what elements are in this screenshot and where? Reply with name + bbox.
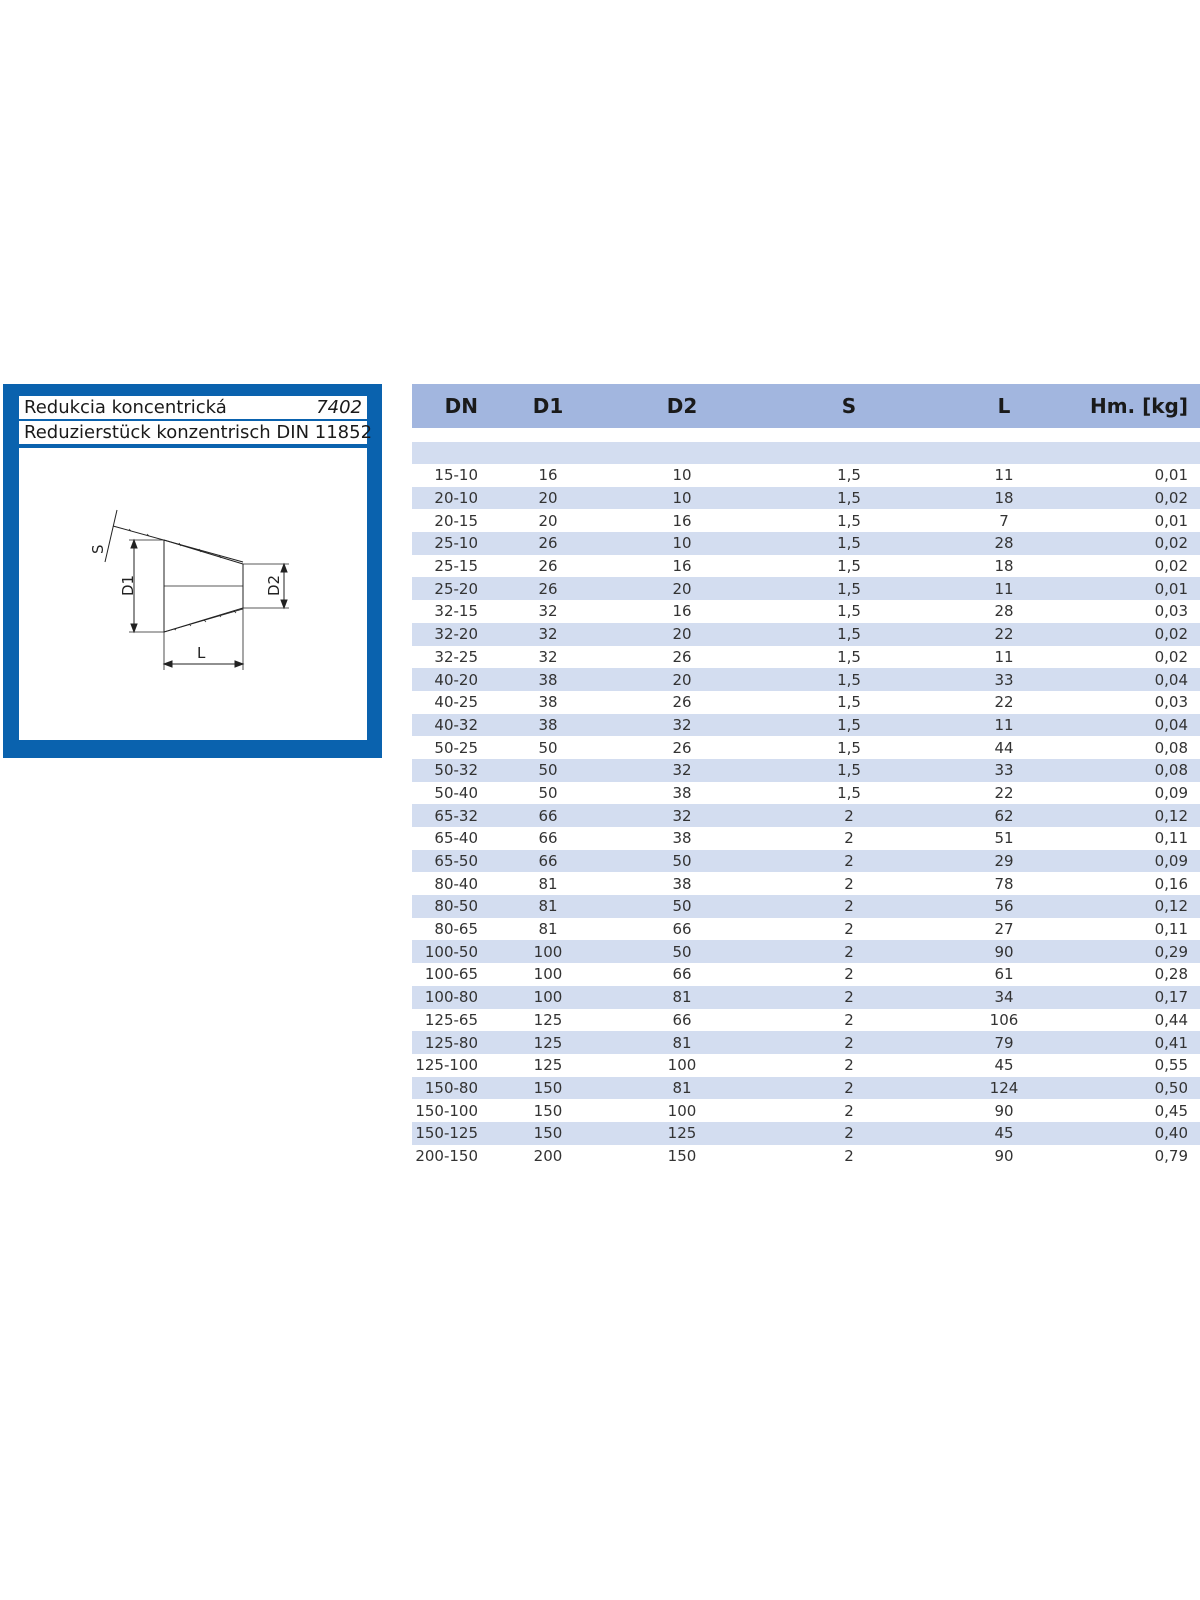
table-row xyxy=(412,1077,1200,1100)
cell-weight: 0,29 xyxy=(1064,940,1200,963)
cell-weight: 0,79 xyxy=(1064,1145,1200,1168)
cell-dn: 40-25 xyxy=(412,691,486,714)
table-row xyxy=(412,714,1200,737)
cell-d2: 32 xyxy=(610,804,754,827)
table-row xyxy=(412,918,1200,941)
cell-d2: 26 xyxy=(610,646,754,669)
cell-d2: 26 xyxy=(610,736,754,759)
header-s: S xyxy=(754,384,944,428)
cell-d2: 26 xyxy=(610,691,754,714)
table-row xyxy=(412,1145,1200,1168)
cell-s: 2 xyxy=(754,1145,944,1168)
cell-s: 2 xyxy=(754,1031,944,1054)
cell-dn: 32-20 xyxy=(412,623,486,646)
cell-weight: 0,50 xyxy=(1064,1077,1200,1100)
cell-s: 1,5 xyxy=(754,646,944,669)
cell-s: 2 xyxy=(754,1077,944,1100)
product-code: 7402 xyxy=(316,397,362,418)
dimension-table xyxy=(412,384,1200,1167)
cell-dn: 65-32 xyxy=(412,804,486,827)
cell-d2: 10 xyxy=(610,532,754,555)
cell-dn: 25-10 xyxy=(412,532,486,555)
cell-d1: 38 xyxy=(486,691,610,714)
cell-l: 29 xyxy=(944,850,1064,873)
header-dn: DN xyxy=(412,384,486,428)
table-row xyxy=(412,668,1200,691)
table-header-row xyxy=(412,384,1200,428)
cell-s: 1,5 xyxy=(754,759,944,782)
cell-d2: 50 xyxy=(610,940,754,963)
product-name-de: Reduzierstück konzentrisch DIN 11852 xyxy=(24,422,373,443)
cell-l: 33 xyxy=(944,759,1064,782)
cell-l: 22 xyxy=(944,782,1064,805)
cell-d2: 50 xyxy=(610,850,754,873)
cell-weight: 0,03 xyxy=(1064,600,1200,623)
cell-dn: 125-100 xyxy=(412,1054,486,1077)
cell-weight: 0,01 xyxy=(1064,509,1200,532)
header-d2: D2 xyxy=(610,384,754,428)
header-d1: D1 xyxy=(486,384,610,428)
cell-d1: 150 xyxy=(486,1099,610,1122)
cell-weight: 0,02 xyxy=(1064,532,1200,555)
cell-d2: 125 xyxy=(610,1122,754,1145)
cell-d1: 125 xyxy=(486,1031,610,1054)
cell-d2: 10 xyxy=(610,464,754,487)
cell-dn: 50-40 xyxy=(412,782,486,805)
technical-drawing xyxy=(19,448,367,740)
cell-weight: 0,11 xyxy=(1064,918,1200,941)
cell-weight: 0,08 xyxy=(1064,736,1200,759)
cell-dn: 150-100 xyxy=(412,1099,486,1122)
cell-s: 2 xyxy=(754,940,944,963)
cell-dn: 150-125 xyxy=(412,1122,486,1145)
cell-s: 2 xyxy=(754,850,944,873)
table-row xyxy=(412,646,1200,669)
table-row xyxy=(412,623,1200,646)
cell-d1: 125 xyxy=(486,1009,610,1032)
cell-l: 34 xyxy=(944,986,1064,1009)
cell-d2: 20 xyxy=(610,623,754,646)
cell-l: 44 xyxy=(944,736,1064,759)
cell-dn: 40-20 xyxy=(412,668,486,691)
cell-s: 2 xyxy=(754,872,944,895)
cell-d2: 38 xyxy=(610,782,754,805)
cell-s: 1,5 xyxy=(754,714,944,737)
cell-d1: 20 xyxy=(486,509,610,532)
cell-l: 106 xyxy=(944,1009,1064,1032)
header-weight: Hm. [kg] xyxy=(1064,384,1200,428)
cell-weight: 0,44 xyxy=(1064,1009,1200,1032)
cell-dn: 50-25 xyxy=(412,736,486,759)
header-l: L xyxy=(944,384,1064,428)
cell-weight: 0,02 xyxy=(1064,487,1200,510)
product-title-de xyxy=(19,421,373,444)
cell-d1: 200 xyxy=(486,1145,610,1168)
cell-weight: 0,03 xyxy=(1064,691,1200,714)
cell-weight: 0,28 xyxy=(1064,963,1200,986)
cell-d2: 20 xyxy=(610,577,754,600)
cell-s: 1,5 xyxy=(754,736,944,759)
table-row xyxy=(412,532,1200,555)
cell-weight: 0,11 xyxy=(1064,827,1200,850)
cell-dn: 80-65 xyxy=(412,918,486,941)
cell-dn: 32-25 xyxy=(412,646,486,669)
table-row xyxy=(412,509,1200,532)
table-row xyxy=(412,895,1200,918)
cell-s: 2 xyxy=(754,1054,944,1077)
cell-d1: 150 xyxy=(486,1122,610,1145)
cell-dn: 40-32 xyxy=(412,714,486,737)
cell-dn: 25-20 xyxy=(412,577,486,600)
cell-dn: 50-32 xyxy=(412,759,486,782)
cell-d2: 50 xyxy=(610,895,754,918)
cell-d2: 81 xyxy=(610,986,754,1009)
cell-d2: 16 xyxy=(610,509,754,532)
cell-l: 124 xyxy=(944,1077,1064,1100)
cell-s: 2 xyxy=(754,1122,944,1145)
cell-d1: 66 xyxy=(486,827,610,850)
cell-d1: 81 xyxy=(486,895,610,918)
cell-d2: 81 xyxy=(610,1077,754,1100)
cell-dn: 15-10 xyxy=(412,464,486,487)
cell-d1: 26 xyxy=(486,555,610,578)
cell-l: 11 xyxy=(944,714,1064,737)
cell-weight: 0,02 xyxy=(1064,646,1200,669)
cell-l: 18 xyxy=(944,555,1064,578)
table-row xyxy=(412,577,1200,600)
cell-d2: 20 xyxy=(610,668,754,691)
cell-s: 2 xyxy=(754,804,944,827)
cell-d1: 26 xyxy=(486,532,610,555)
cell-s: 1,5 xyxy=(754,623,944,646)
cell-s: 1,5 xyxy=(754,668,944,691)
cell-d1: 32 xyxy=(486,646,610,669)
cell-l: 22 xyxy=(944,691,1064,714)
cell-l: 56 xyxy=(944,895,1064,918)
cell-weight: 0,12 xyxy=(1064,804,1200,827)
table-band xyxy=(412,442,1200,464)
cell-dn: 125-80 xyxy=(412,1031,486,1054)
cell-dn: 20-10 xyxy=(412,487,486,510)
cell-dn: 20-15 xyxy=(412,509,486,532)
cell-d2: 100 xyxy=(610,1099,754,1122)
cell-d2: 16 xyxy=(610,555,754,578)
cell-d1: 100 xyxy=(486,963,610,986)
table-row xyxy=(412,1031,1200,1054)
table-row xyxy=(412,487,1200,510)
cell-l: 78 xyxy=(944,872,1064,895)
table-row xyxy=(412,464,1200,487)
table-row xyxy=(412,963,1200,986)
cell-weight: 0,04 xyxy=(1064,668,1200,691)
table-row xyxy=(412,1009,1200,1032)
cell-l: 62 xyxy=(944,804,1064,827)
table-spacer xyxy=(412,428,1200,442)
cell-weight: 0,09 xyxy=(1064,850,1200,873)
cell-d1: 50 xyxy=(486,782,610,805)
cell-weight: 0,40 xyxy=(1064,1122,1200,1145)
cell-s: 1,5 xyxy=(754,782,944,805)
cell-s: 2 xyxy=(754,963,944,986)
table-row xyxy=(412,736,1200,759)
cell-l: 28 xyxy=(944,600,1064,623)
table-row xyxy=(412,1054,1200,1077)
cell-dn: 150-80 xyxy=(412,1077,486,1100)
cell-d2: 150 xyxy=(610,1145,754,1168)
table-row xyxy=(412,600,1200,623)
cell-d1: 32 xyxy=(486,600,610,623)
cell-d1: 81 xyxy=(486,918,610,941)
cell-d1: 150 xyxy=(486,1077,610,1100)
cell-d2: 100 xyxy=(610,1054,754,1077)
cell-d1: 26 xyxy=(486,577,610,600)
cell-d2: 66 xyxy=(610,918,754,941)
table-row xyxy=(412,1099,1200,1122)
cell-weight: 0,04 xyxy=(1064,714,1200,737)
table-row xyxy=(412,986,1200,1009)
reducer-drawing-svg xyxy=(19,448,367,740)
cell-s: 1,5 xyxy=(754,532,944,555)
cell-weight: 0,01 xyxy=(1064,577,1200,600)
cell-weight: 0,09 xyxy=(1064,782,1200,805)
cell-l: 27 xyxy=(944,918,1064,941)
cell-l: 22 xyxy=(944,623,1064,646)
cell-l: 11 xyxy=(944,646,1064,669)
table-row xyxy=(412,782,1200,805)
cell-d1: 50 xyxy=(486,759,610,782)
cell-d1: 50 xyxy=(486,736,610,759)
d1-label: D1 xyxy=(119,574,137,596)
cell-dn: 100-50 xyxy=(412,940,486,963)
cell-l: 11 xyxy=(944,577,1064,600)
cell-s: 1,5 xyxy=(754,600,944,623)
cell-d2: 32 xyxy=(610,759,754,782)
cell-dn: 200-150 xyxy=(412,1145,486,1168)
cell-weight: 0,45 xyxy=(1064,1099,1200,1122)
l-label: L xyxy=(197,644,206,662)
cell-s: 2 xyxy=(754,895,944,918)
cell-d1: 32 xyxy=(486,623,610,646)
cell-d1: 20 xyxy=(486,487,610,510)
cell-l: 90 xyxy=(944,1099,1064,1122)
cell-dn: 80-40 xyxy=(412,872,486,895)
cell-dn: 25-15 xyxy=(412,555,486,578)
cell-d2: 38 xyxy=(610,872,754,895)
cell-s: 1,5 xyxy=(754,691,944,714)
cell-d1: 66 xyxy=(486,850,610,873)
cell-d2: 66 xyxy=(610,963,754,986)
table-row xyxy=(412,1122,1200,1145)
cell-weight: 0,08 xyxy=(1064,759,1200,782)
cell-dn: 32-15 xyxy=(412,600,486,623)
table-row xyxy=(412,691,1200,714)
table-row xyxy=(412,804,1200,827)
cell-weight: 0,17 xyxy=(1064,986,1200,1009)
cell-d1: 100 xyxy=(486,986,610,1009)
cell-l: 90 xyxy=(944,940,1064,963)
cell-s: 1,5 xyxy=(754,577,944,600)
cell-weight: 0,55 xyxy=(1064,1054,1200,1077)
d2-label: D2 xyxy=(265,574,283,596)
cell-l: 11 xyxy=(944,464,1064,487)
cell-d1: 81 xyxy=(486,872,610,895)
cell-d1: 125 xyxy=(486,1054,610,1077)
product-info-box xyxy=(3,384,382,758)
cell-weight: 0,01 xyxy=(1064,464,1200,487)
cell-dn: 65-40 xyxy=(412,827,486,850)
cell-weight: 0,12 xyxy=(1064,895,1200,918)
cell-s: 2 xyxy=(754,1009,944,1032)
table-row xyxy=(412,827,1200,850)
cell-d2: 16 xyxy=(610,600,754,623)
table-row xyxy=(412,555,1200,578)
cell-s: 2 xyxy=(754,918,944,941)
cell-l: 45 xyxy=(944,1122,1064,1145)
table-row xyxy=(412,850,1200,873)
cell-l: 61 xyxy=(944,963,1064,986)
cell-weight: 0,02 xyxy=(1064,555,1200,578)
cell-s: 2 xyxy=(754,986,944,1009)
cell-dn: 100-80 xyxy=(412,986,486,1009)
cell-s: 2 xyxy=(754,827,944,850)
cell-dn: 100-65 xyxy=(412,963,486,986)
cell-dn: 125-65 xyxy=(412,1009,486,1032)
cell-s: 2 xyxy=(754,1099,944,1122)
cell-d1: 38 xyxy=(486,668,610,691)
cell-l: 51 xyxy=(944,827,1064,850)
cell-l: 33 xyxy=(944,668,1064,691)
cell-l: 28 xyxy=(944,532,1064,555)
cell-weight: 0,02 xyxy=(1064,623,1200,646)
table-row xyxy=(412,940,1200,963)
cell-d2: 32 xyxy=(610,714,754,737)
cell-l: 7 xyxy=(944,509,1064,532)
product-title-sk xyxy=(19,396,367,419)
s-label: S xyxy=(89,544,107,554)
cell-d2: 38 xyxy=(610,827,754,850)
cell-d1: 38 xyxy=(486,714,610,737)
cell-s: 1,5 xyxy=(754,509,944,532)
cell-d1: 100 xyxy=(486,940,610,963)
cell-d1: 66 xyxy=(486,804,610,827)
table-row xyxy=(412,759,1200,782)
cell-dn: 80-50 xyxy=(412,895,486,918)
cell-d2: 66 xyxy=(610,1009,754,1032)
cell-weight: 0,41 xyxy=(1064,1031,1200,1054)
cell-l: 79 xyxy=(944,1031,1064,1054)
table-row xyxy=(412,872,1200,895)
cell-d2: 10 xyxy=(610,487,754,510)
cell-d1: 16 xyxy=(486,464,610,487)
cell-weight: 0,16 xyxy=(1064,872,1200,895)
cell-dn: 65-50 xyxy=(412,850,486,873)
cell-s: 1,5 xyxy=(754,555,944,578)
cell-l: 90 xyxy=(944,1145,1064,1168)
cell-l: 45 xyxy=(944,1054,1064,1077)
cell-s: 1,5 xyxy=(754,464,944,487)
cell-s: 1,5 xyxy=(754,487,944,510)
cell-l: 18 xyxy=(944,487,1064,510)
cell-d2: 81 xyxy=(610,1031,754,1054)
product-name-sk: Redukcia koncentrická xyxy=(24,397,227,418)
